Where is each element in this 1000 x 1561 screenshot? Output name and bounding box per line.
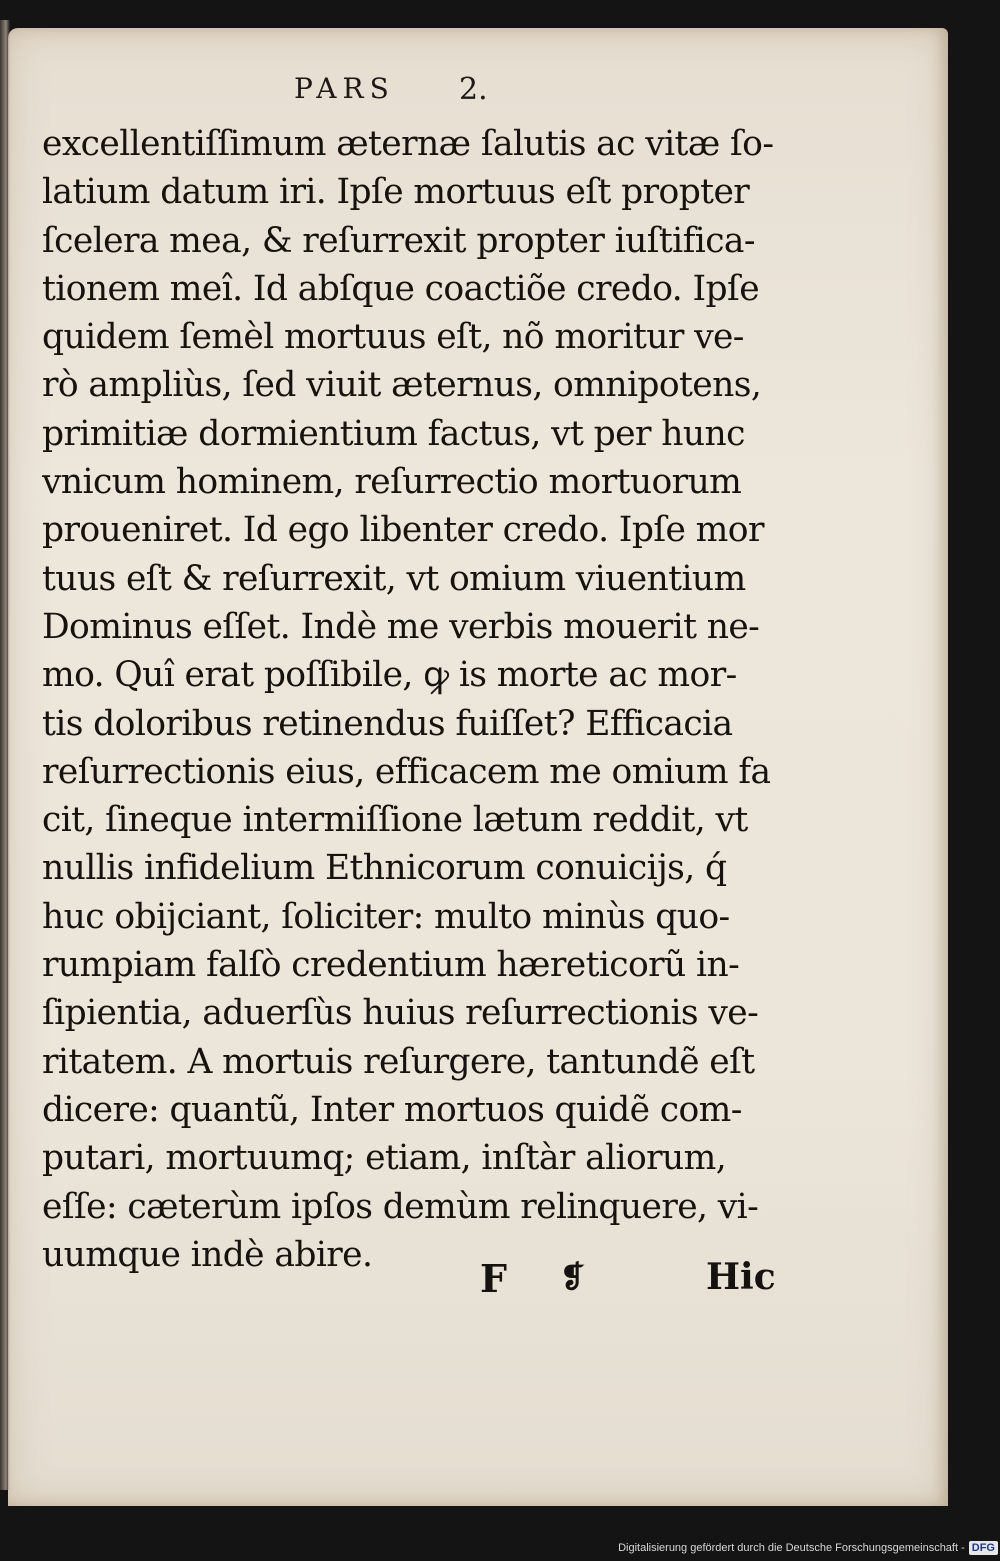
text-line: ſipientia, aduerſùs huius reſurrectionis ve-: [42, 993, 759, 1034]
text-line: ſcelera mea, & reſurrexit propter iuſtifica-: [42, 220, 755, 261]
text-line: quidem ſemèl mortuus eſt, nõ moritur ve-: [42, 317, 744, 358]
catchword: Hic: [706, 1256, 776, 1298]
text-line: rumpiam falſò credentium hæreticorũ in-: [42, 945, 740, 986]
text-line: latium datum iri. Ipſe mortuus eſt propter: [42, 172, 750, 213]
text-line: vnicum hominem, reſurrectio mortuorum: [42, 462, 742, 503]
text-line: tionem meî. Id abſque coactiõe credo. Ipſe: [42, 268, 760, 309]
text-line: huc obijciant, ſoliciter: multo minùs quo-: [42, 896, 730, 937]
page-number: 2.: [459, 72, 488, 107]
digitization-footer: [618, 1537, 998, 1559]
text-line: putari, mortuumq; etiam, inſtàr aliorum,: [42, 1138, 727, 1179]
signature-ornament: ❡: [560, 1260, 586, 1295]
text-line: ritatem. A mortuis reſurgere, tantundẽ eſt: [42, 1041, 755, 1082]
body-text: [42, 120, 782, 1279]
text-line: eſſe: cæterùm ipſos demùm relinquere, vi-: [42, 1186, 759, 1227]
signature-mark: F: [480, 1256, 507, 1301]
text-line: primitiæ dormientium factus, vt per hunc: [42, 413, 745, 454]
footer-text: Digitalisierung gefördert durch die Deutsche Forschungsgemeinschaft -: [618, 1542, 965, 1554]
catchline: [0, 1256, 1000, 1306]
text-line: rò ampliùs, ſed viuit æternus, omnipotens,: [42, 365, 762, 406]
text-line: nullis infidelium Ethnicorum conuicijs, q́: [42, 848, 727, 889]
text-line: proueniret. Id ego libenter credo. Ipſe mor: [42, 510, 764, 551]
text-line: tuus eſt & reſurrexit, vt omium viuentium: [42, 558, 746, 599]
text-line: mo. Quî erat poſſibile, ꝙ is morte ac mor-: [42, 655, 737, 696]
text-line: tis doloribus retinendus fuiſſet? Efficacia: [42, 703, 733, 744]
text-line: cit, ſineque intermiſſione lætum reddit, vt: [42, 800, 748, 841]
text-line: dicere: quantũ, Inter mortuos quidẽ com-: [42, 1089, 742, 1130]
text-line: uumque indè abire.: [42, 1234, 373, 1275]
dfg-logo: DFG: [969, 1541, 998, 1555]
running-head-label: PARS: [294, 72, 395, 105]
text-line: reſurrectionis eius, efficacem me omium fa: [42, 751, 771, 792]
text-line: Dominus eſſet. Indè me verbis mouerit ne-: [42, 606, 760, 647]
text-line: excellentiſſimum æternæ ſalutis ac vitæ ſo-: [42, 124, 774, 164]
